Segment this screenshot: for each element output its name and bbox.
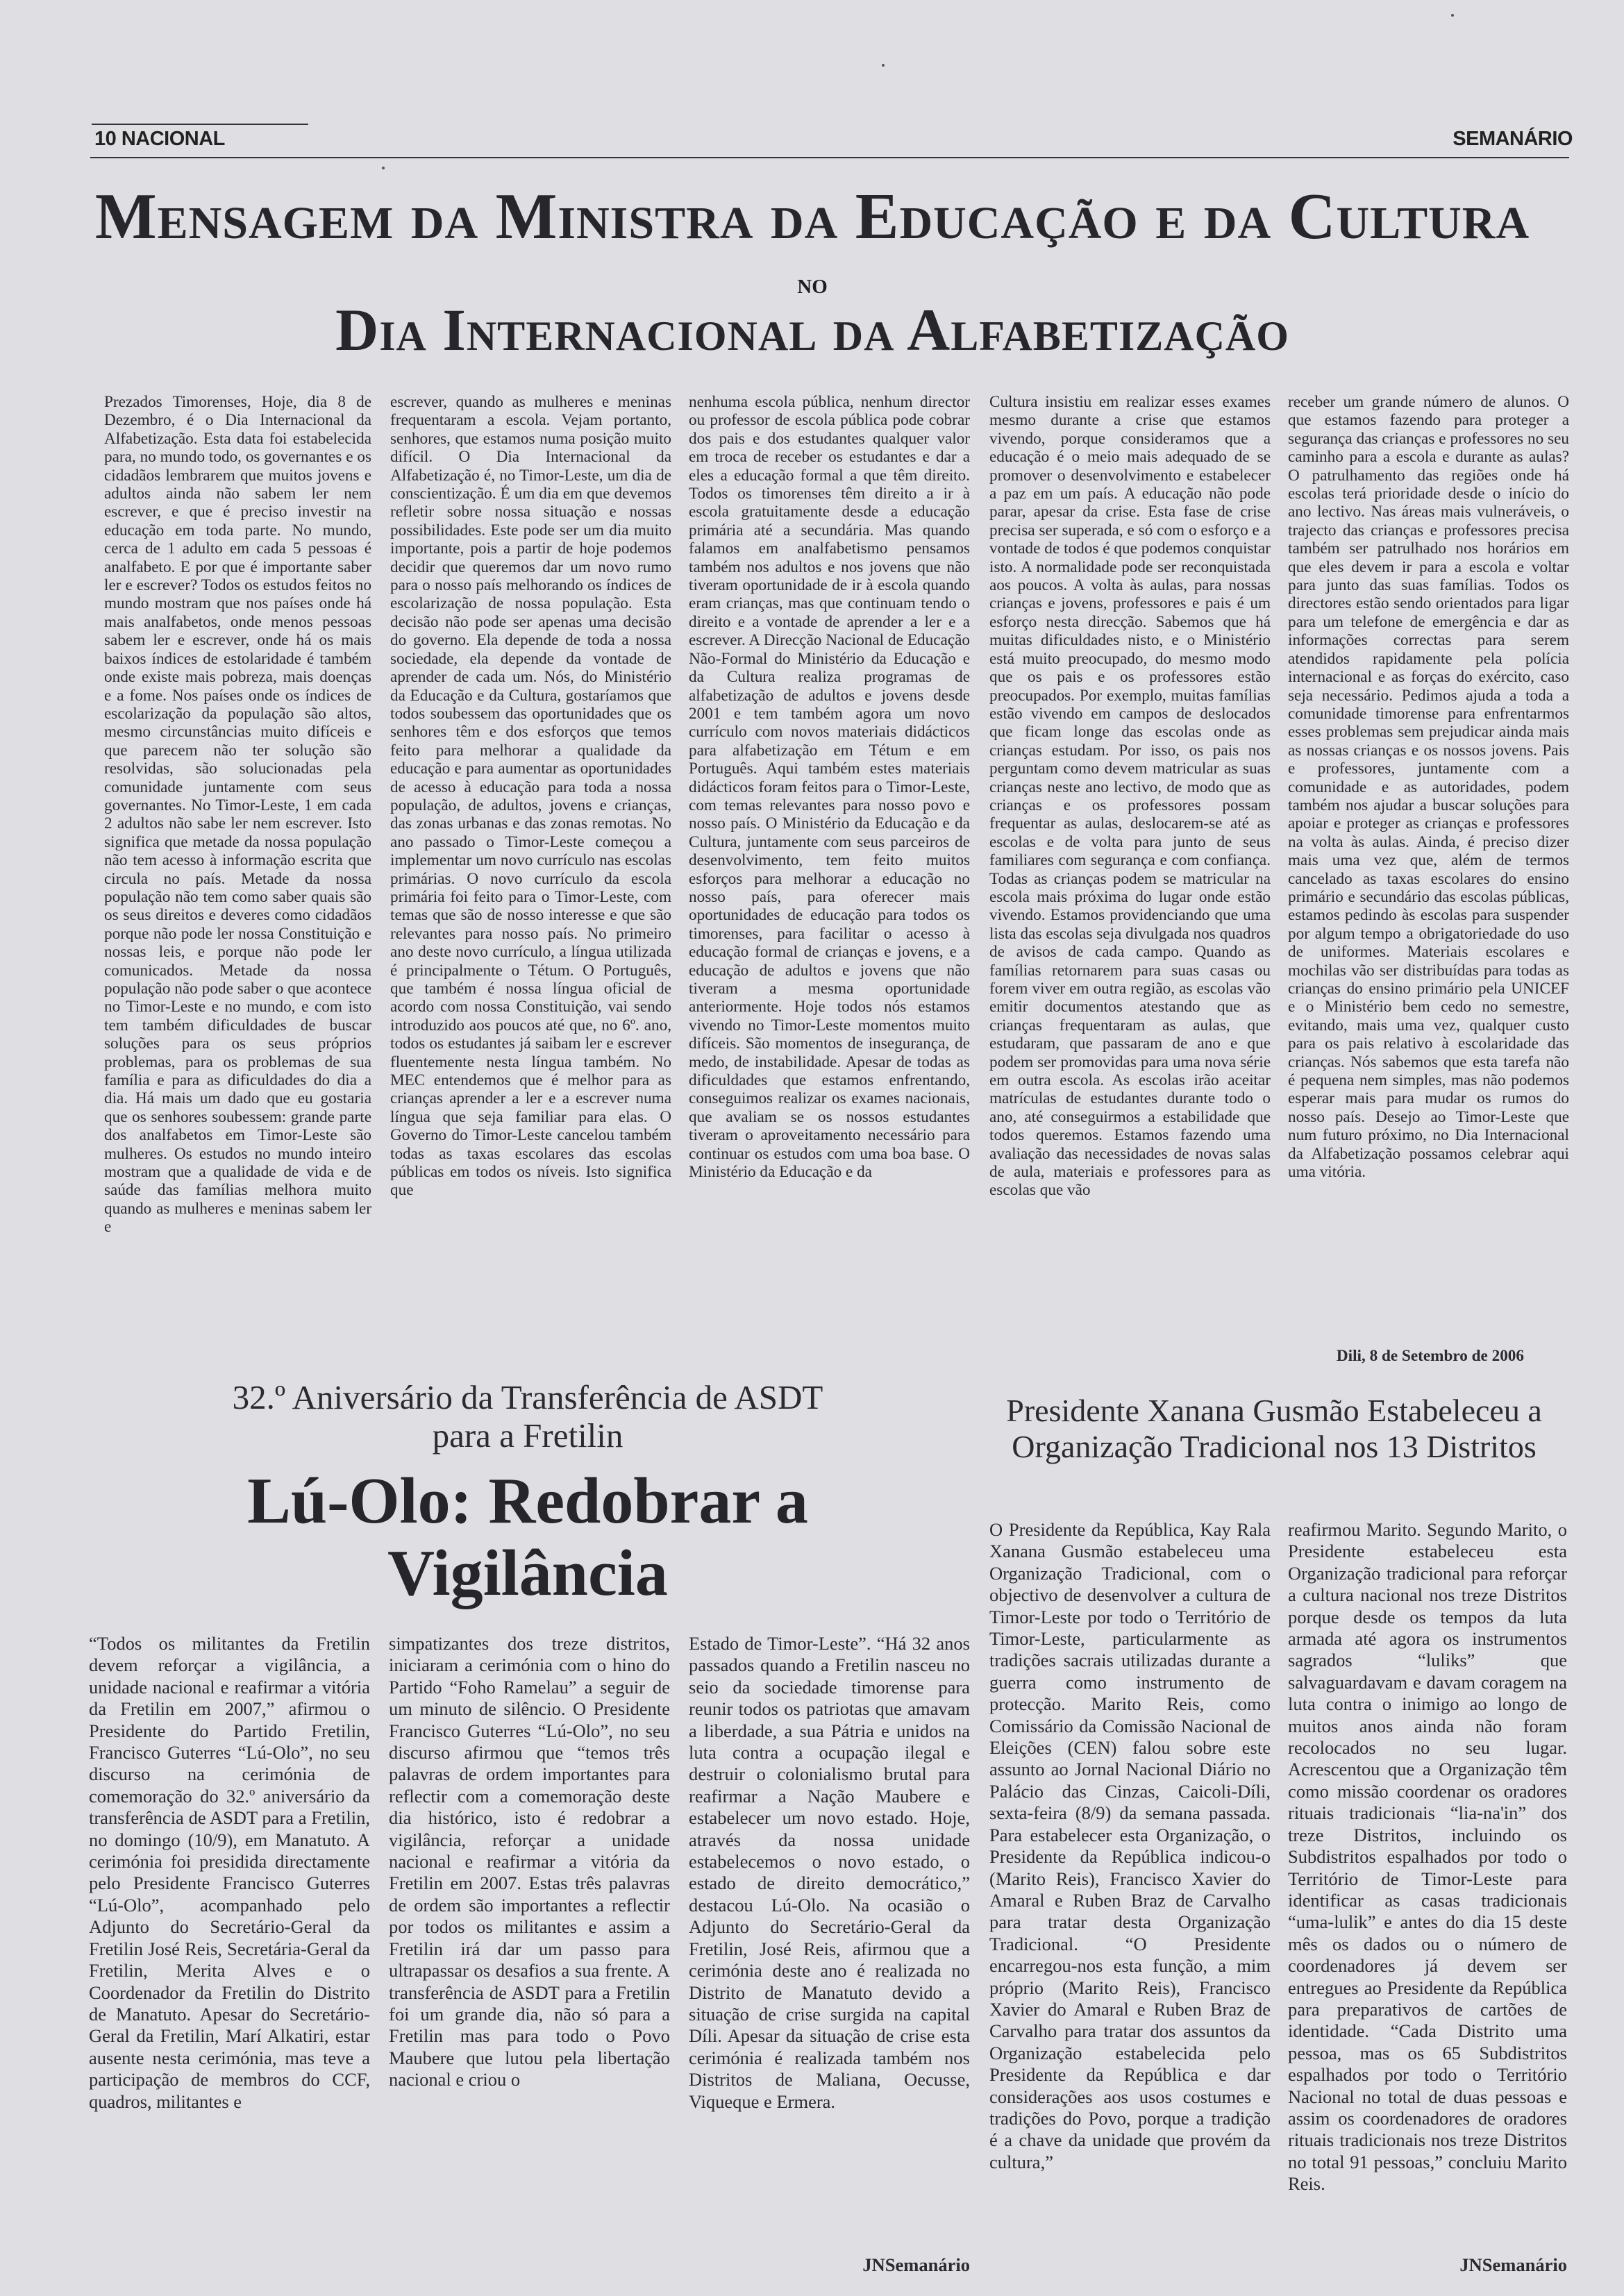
article3-column-1	[989, 1519, 1271, 2276]
article2-headline-line2: Vigilância	[387, 1537, 668, 1609]
article1-column-3	[689, 393, 970, 1372]
article1-column-1-text: Prezados Timorenses, Hoje, dia 8 de Dezembro, é o Dia Internacional da Alfabetização. Esta data foi estabelecida para, no mundo todo, os governantes e os cidadãos lembrarem que muitos jovens e adultos ainda não sabem ler nem escrever, e que é preciso investir na educação em toda parte. No mundo, cerca de 1 adulto em cada 5 pessoas é analfabeto. E por que é importante saber ler e escrever? Todos os estudos feitos no mundo mostram que nos países onde há mais analfabetos, onde menos pessoas sabem ler e escrever, onde há os mais baixos índices de estolaridade é também onde existe mais pobreza, mais doenças e a fome. Nos países onde os índices de escolarização da população são altos, mesmo circunstâncias muito difíceis e que parecem não ter solução são resolvidas, são solucionadas pela comunidade juntamente com seus governantes. No Timor-Leste, 1 em cada 2 adultos não sabe ler nem escrever. Isto significa que metade da nossa população não tem acesso à informação escrita que circula no país. Metade da nossa população não tem como saber quais são os seus direitos e deveres como cidadãos porque não pode ler nossa Constituição e nossas leis, e porque não pode ler comunicados. Metade da nossa população não pode saber o que acontece no Timor-Leste e no mundo, e com isto tem também dificuldades de buscar soluções para os seus próprios problemas, para os problemas de sua família e para as dificuldades do dia a dia. Há mais um dado que eu gostaria que os senhores soubessem: grande parte dos analfabetos em Timor-Leste são mulheres. Os estudos no mundo inteiro mostram que a qualidade de vida e de saúde das famílias melhora muito quando as mulheres e meninas sabem ler e	[104, 393, 371, 1237]
article1-title-line1: Mensagem da Ministra da Educação e da Cultura	[94, 181, 1530, 253]
article2-column-3	[689, 1633, 970, 2251]
article2-column-1	[89, 1633, 370, 2275]
article1-column-5	[1288, 393, 1569, 1337]
article2-column-1-text: “Todos os militantes da Fretilin devem reforçar a vigilância, a unidade nacional e reafirmar a vitória da Fretilin em 2007,” afirmou o Presidente do Partido Fretilin, Francisco Guterres “Lú-Olo”, no seu discurso na cerimónia de comemoração do 32.º aniversário da transferência de ASDT para a Fretilin, no domingo (10/9), em Manatuto. A cerimónia foi presidida directamente pelo Presidente Francisco Guterres “Lú-Olo”, acompanhado pelo Adjunto do Secretário-Geral da Fretilin José Reis, Secretária-Geral da Fretilin, Merita Alves e o Coordenador da Fretilin do Distrito de Manatuto. Apesar do Secretário-Geral da Fretilin, Marí Alkatiri, estar ausente nesta cerimónia, mas teve a participação de membros do CCF, quadros, militantes e	[89, 1633, 370, 2112]
article2-column-3-text: Estado de Timor-Leste”. “Há 32 anos passados quando a Fretilin nasceu no seio da sociedade timorense para reunir todos os patriotas que amavam a liberdade, a sua Pátria e unidos na luta contra a ocupação ilegal e destruir o colonialismo brutal para reafirmar a Nação Maubere e estabelecer um novo estado. Hoje, através da nossa unidade estabelecemos o novo estado, o estado de direito democrático,” destacou Lú-Olo. Na ocasião o Adjunto do Secretário-Geral da Fretilin, José Reis, afirmou que a cerimónia deste ano é realizada no Distrito de Manatuto devido a situação de crise surgida na capital Díli. Apesar da situação de crise esta cerimónia é realizada também nos Distritos de Maliana, Oecusse, Viqueque e Ermera.	[689, 1633, 970, 2112]
article1-title-line2: Dia Internacional da Alfabetização	[335, 296, 1289, 363]
page-section-label: 10 NACIONAL	[94, 128, 225, 150]
article2-kicker	[139, 1378, 916, 1455]
header-rule	[90, 157, 1569, 158]
article1-signoff: Dili, 8 de Setembro de 2006	[1336, 1347, 1524, 1365]
article2-byline: JNSemanário	[862, 2254, 970, 2275]
scan-speck	[382, 167, 385, 169]
article1-column-4	[989, 393, 1271, 1372]
article2-headline-line1: Lú-Olo: Redobrar a	[247, 1465, 808, 1537]
article1-column-3-text: nenhuma escola pública, nenhum director ou professor de escola pública pode cobrar dos pais e dos estudantes qualquer valor em troca de receber os estudantes e dar a eles a educação formal a que têm direito. Todos os timorenses têm direito a ir à escola gratuitamente desde a educação primária até a secundária. Mas quando falamos em analfabetismo pensamos também nos adultos e nos jovens que não tiveram oportunidade de ir à escola quando eram crianças, mas que continuam tendo o direito e a vontade de aprender a ler e a escrever. A Direcção Nacional de Educação Não-Formal do Ministério da Educação e da Cultura realiza programas de alfabetização de adultos e jovens desde 2001 e tem também agora um novo currículo com novos materiais didácticos para alfabetização em Tétum e em Português. Aqui também estes materiais didácticos foram feitos para o Timor-Leste, com temas relevantes para nosso povo e nosso país. O Ministério da Educação e da Cultura, juntamente com seus parceiros de desenvolvimento, tem feito muitos esforços para melhorar a educação no nosso país, para oferecer mais oportunidades de educação para todos os timorenses, para facilitar o acesso à educação formal de crianças e jovens, e a educação de adultos e jovens que não tiveram a mesma oportunidade anteriormente. Hoje todos nós estamos vivendo no Timor-Leste momentos muito difíceis. São momentos de insegurança, de medo, de instabilidade. Apesar de todas as dificuldades que estamos enfrentando, conseguimos realizar os exames nacionais, que avaliam se os nossos estudantes tiveram o aproveitamento necessário para continuar os estudos com uma boa base. O Ministério da Educação e da	[689, 393, 970, 1182]
scan-speck	[1451, 14, 1454, 17]
article1-column-4-text: Cultura insistiu em realizar esses exames mesmo durante a crise que estamos vivendo, porque consideramos que a educação é o meio mais adequado de se promover o desenvolvimento e estabelecer a paz em um país. A educação não pode parar, apesar da crise. Esta fase de crise precisa ser superada, e só com o esforço e a vontade de todos é que podemos conquistar isto. A normalidade pode ser reconquistada aos poucos. A volta às aulas, para nossas crianças e jovens, professores e pais é um esforço nesta direcção. Sabemos que há muitas dificuldades nisto, e o Ministério está muito preocupado, do mesmo modo que os pais e os professores estão preocupados. Por exemplo, muitas famílias estão vivendo em campos de deslocados que ficam longe das escolas onde as crianças estudam. Por isso, os pais nos perguntam como devem matricular as suas crianças neste ano lectivo, de modo que as crianças e os professores possam frequentar as aulas, deslocarem-se até as escolas e de volta para junto de seus familiares com segurança e com confiança. Todas as crianças podem se matricular na escola mais próxima do lugar onde estão vivendo. Estamos providenciando que uma lista das escolas seja divulgada nos quadros de avisos de cada campo. Quando as famílias retornarem para suas casas ou forem viver em outra região, as escolas vão emitir documentos atestando que as crianças frequentaram as aulas, que estudaram, que passaram de ano e que podem ser promovidas para uma nova série em outra escola. As escolas irão aceitar matrículas de estudantes durante todo o ano, até conseguirmos a estabilidade que todos queremos. Estamos fazendo uma avaliação das necessidades de novas salas de aula, materiais e professores para as escolas que vão	[989, 393, 1271, 1200]
article2-headline	[139, 1465, 916, 1609]
article1-column-2-text: escrever, quando as mulheres e meninas frequentaram a escola. Vejam portanto, senhores, que estamos numa posição muito difícil. O Dia Internacional da Alfabetização é, no Timor-Leste, um dia de conscientização. É um dia em que devemos refletir sobre nossa situação e nossas possibilidades. Este pode ser um dia muito importante, pois a partir de hoje podemos decidir que queremos dar um novo rumo para o nosso país melhorando os índices de escolarização de nossa população. Esta decisão não pode ser apenas uma decisão do governo. Ela depende de toda a nossa sociedade, ela depende da vontade de aprender de cada um. Nós, do Ministério da Educação e da Cultura, gostaríamos que todos soubessem das oportunidades que os senhores têm e dos esforços que temos feito para melhorar a qualidade da educação e para aumentar as oportunidades de acesso à educação para toda a nossa população, de adultos, jovens e crianças, das zonas urbanas e das zonas remotas. No ano passado o Timor-Leste começou a implementar um novo currículo nas escolas primárias. O novo currículo da escola primária foi feito para o Timor-Leste, com temas que são de nosso interesse e que são relevantes para nosso país. No primeiro ano deste novo currículo, a língua utilizada é principalmente o Tétum. O Português, que também é nossa língua oficial de acordo com nossa Constituição, vai sendo introduzido aos poucos até que, no 6º. ano, todos os estudantes já saibam ler e escrever fluentemente nesta língua também. No MEC entendemos que é melhor para as crianças aprender a ler e a escrever numa língua que seja familiar para elas. O Governo do Timor-Leste cancelou também todas as taxas escolares das escolas públicas em todos os níveis. Isto significa que	[390, 393, 671, 1200]
scan-speck	[882, 64, 885, 67]
article3-column-2	[1288, 1519, 1567, 2252]
article1-column-1	[104, 393, 371, 1372]
article2-column-2	[389, 1633, 670, 2275]
article2-kicker-line1: 32.º Aniversário da Transferência de ASDT	[232, 1378, 823, 1416]
article2-column-2-text: simpatizantes dos treze distritos, iniciaram a cerimónia com o hino do Partido “Foho Ramelau” a seguir de um minuto de silêncio. O Presidente Francisco Guterres “Lú-Olo”, no seu discurso afirmou que “temos três palavras de ordem importantes para reflectir com a comemoração deste dia histórico, isto é redobrar a vigilância, reforçar a unidade nacional e reafirmar a vitória da Fretilin em 2007. Estas três palavras de ordem são importantes a reflectir por todos os militantes e assim a Fretilin irá dar um passo para ultrapassar os desafios a sua frente. A transferência de ASDT para a Fretilin foi um grande dia, não só para a Fretilin mas para todo o Povo Maubere que lutou pela libertação nacional e criou o	[389, 1633, 670, 2090]
article3-column-1-text: O Presidente da República, Kay Rala Xanana Gusmão estabeleceu uma Organização Tradicional, com o objectivo de desenvolver a cultura de Timor-Leste por todo o Território de Timor-Leste, particularmente as tradições sacrais utilizadas durante a guerra como instrumento de protecção. Marito Reis, como Comissário da Comissão Nacional de Eleições (CEN) falou sobre este assunto ao Jornal Nacional Diário no Palácio das Cinzas, Caicoli-Díli, sexta-feira (8/9) da semana passada. Para estabelecer esta Organização, o Presidente da República indicou-o (Marito Reis), Francisco Xavier do Amaral e Ruben Braz de Carvalho para tratar desta Organização Tradicional. “O Presidente encarregou-nos esta função, a mim próprio (Marito Reis), Francisco Xavier do Amaral e Ruben Braz de Carvalho para tratar dos assuntos da Organização estabelecida pelo Presidente da República e dar considerações aos usos costumes e tradições do Povo, porque a tradição é a chave da unidade que provém da cultura,”	[989, 1519, 1271, 2172]
article2-kicker-line2: para a Fretilin	[432, 1416, 623, 1455]
article3-byline: JNSemanário	[1459, 2254, 1567, 2275]
page-number-rule	[92, 124, 308, 125]
article3-headline: Presidente Xanana Gusmão Estabeleceu a Organização Tradicional nos 13 Distritos	[1006, 1393, 1542, 1464]
article1-title-no: no	[797, 268, 828, 300]
article3-column-2-text: reafirmou Marito. Segundo Marito, o Presidente estabeleceu esta Organização tradicional para reforçar a cultura nacional nos treze Distritos porque desde os tempos da luta armada até agora os instrumentos sagrados “luliks” que salvaguardavam e davam coragem na luta contra o inimigo ao longo de muitos anos ainda não foram recolocados no seu lugar. Acrescentou que a Organização têm como missão coordenar os oradores rituais tradicionais “lia-na'in” dos treze Distritos, incluindo os Subdistritos espalhados por todo o Território de Timor-Leste para identificar as casas tradicionais “uma-lulik” e antes do dia 15 deste mês os dados ou o número de coordenadores já devem ser entregues ao Presidente da República para preparativos de cartões de identidade. “Cada Distrito uma pessoa, mas os 65 Subdistritos espalhados por todo o Território Nacional no total de duas pessoas e assim os coordenadores de oradores rituais tradicionais nos treze Distritos no total 91 pessoas,” concluiu Marito Reis.	[1288, 1519, 1567, 2195]
publication-name: SEMANÁRIO	[1453, 128, 1573, 150]
article1-column-5-text: receber um grande número de alunos. O que estamos fazendo para proteger a segurança das crianças e professores no seu caminho para a escola e durante as aulas? O patrulhamento das regiões onde há escolas terá prioridade desde o início do ano lectivo. Nas áreas mais vulneráveis, o trajecto das crianças e professores precisa também ser patrulhado nos horários em que eles devem ir para a escola e voltar para junto das suas famílias. Todos os directores estão sendo orientados para ligar para um telefone de emergência e dar as informações correctas para serem atendidos rapidamente pela polícia internacional e as forças do exército, caso seja necessário. Pedimos ajuda a toda a comunidade timorense para enfrentarmos esses problemas sem prejudicar ainda mais as nossas crianças e os nossos jovens. Pais e professores, juntamente com a comunidade e as autoridades, podem também nos ajudar a buscar soluções para apoiar e proteger as crianças e professores na volta às aulas. Ainda, é preciso dizer mais uma vez que, além de termos cancelado as taxas escolares do ensino primário e secundário das escolas públicas, estamos pedindo às escolas para suspender por algum tempo a obrigatoriedade do uso de uniformes. Materiais escolares e mochilas vão ser distribuídas para todas as crianças do ensino primário pela UNICEF e o Ministério bem cedo no semestre, evitando, mais uma vez, qualquer custo para os pais relativo à escolaridade das crianças. Nós sabemos que esta tarefa não é pequena nem simples, mas não podemos esperar mais para mudar os rumos do nosso país. Desejo ao Timor-Leste que num futuro próximo, no Dia Internacional da Alfabetização possamos celebrar aqui uma vitória.	[1288, 393, 1569, 1182]
article1-column-2	[390, 393, 671, 1372]
